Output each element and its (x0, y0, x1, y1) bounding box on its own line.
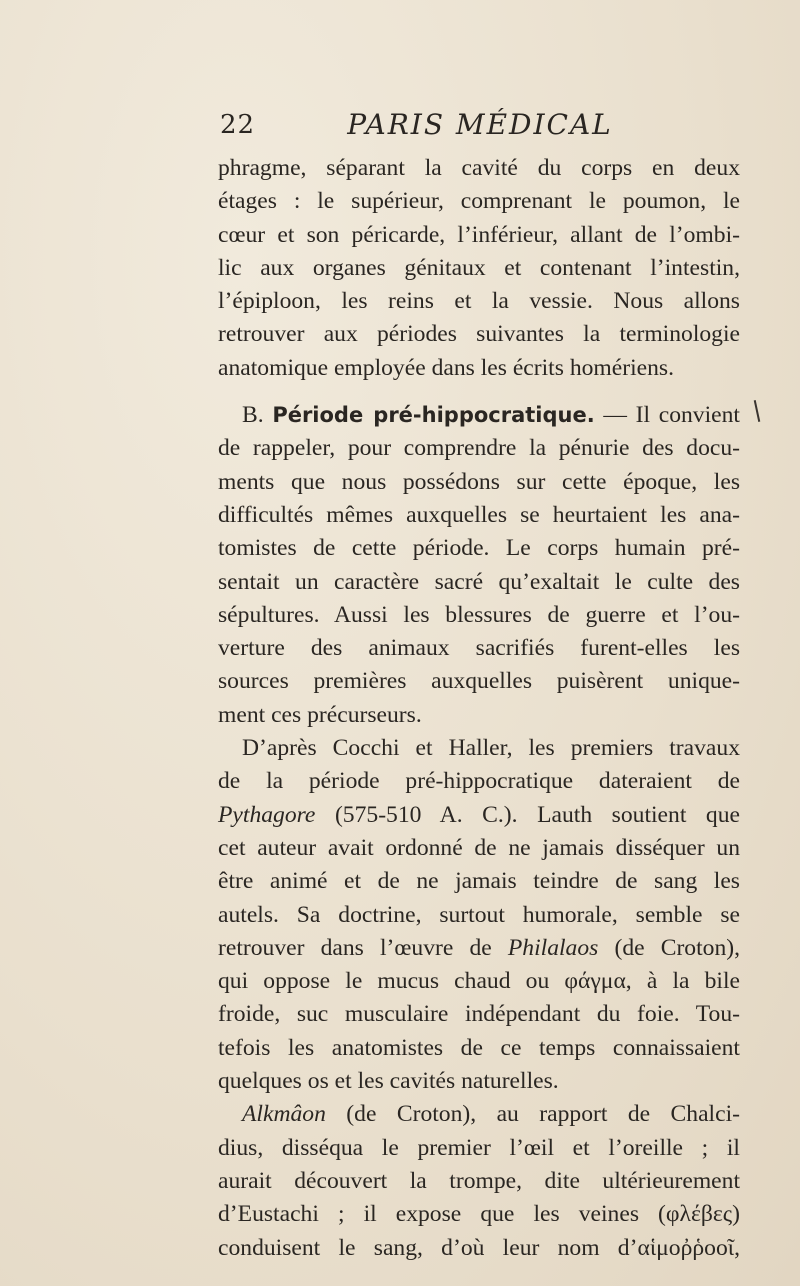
text-run: D’après Cocchi et Haller, les premiers travaux (242, 735, 740, 762)
text-run: — Il convient (594, 402, 740, 429)
text-line (218, 532, 740, 565)
text-line (218, 1165, 740, 1198)
text-line (218, 632, 740, 665)
text-line (218, 219, 740, 252)
text-run: aurait découvert la trompe, dite ultérieurement (218, 1167, 740, 1194)
italic-name: Pythagore (218, 801, 316, 828)
text-run: ment ces précurseurs. (218, 701, 422, 728)
text-line (218, 1065, 740, 1098)
text-run: sources premières auxquelles puisèrent unique- (218, 668, 740, 695)
text-line (218, 1232, 740, 1265)
text-run: difficultés mêmes auxquelles se heurtaient les ana- (218, 501, 740, 528)
page-number: 22 (220, 110, 256, 140)
text-line (218, 932, 740, 965)
text-run: dius, disséqua le premier l’œil et l’oreille ; il (218, 1134, 740, 1161)
text-line (218, 1098, 740, 1131)
body-text (218, 152, 740, 1265)
text-run: B. (242, 402, 273, 429)
text-run: (de Croton), (598, 934, 741, 961)
running-title: PARIS MÉDICAL (347, 108, 613, 141)
text-run: phragme, séparant la cavité du corps en deux (218, 155, 740, 181)
text-run: (de Croton), au rapport de Chalci- (325, 1101, 740, 1128)
text-line (218, 732, 740, 765)
text-run: cet auteur avait ordonné de ne jamais disséquer un (218, 834, 740, 861)
text-run: autels. Sa doctrine, surtout humorale, semble se (218, 901, 740, 928)
text-line (218, 499, 740, 532)
text-run: sentait un caractère sacré qu’exaltait le culte des (218, 568, 740, 595)
page-header (220, 102, 740, 146)
text-run: (575-510 A. C.). Lauth soutient que (315, 801, 740, 828)
section-heading: Période pré-hippocratique. (272, 403, 595, 428)
text-run: qui oppose le mucus chaud ou φάγμα, à la bile (218, 968, 740, 995)
text-run: sépultures. Aussi les blessures de guerre et l’ou- (218, 601, 740, 628)
text-line (218, 599, 740, 632)
text-line (218, 799, 740, 832)
text-line (218, 1198, 740, 1231)
text-run: froide, suc musculaire indépendant du foie. Tou- (218, 1001, 740, 1028)
paragraph-gap (218, 385, 740, 399)
text-run: étages : le supérieur, comprenant le poumon, le (218, 188, 740, 215)
text-run: ments que nous possédons sur cette époque, les (218, 468, 740, 495)
text-line (218, 899, 740, 932)
text-run: l’épiploon, les reins et la vessie. Nous allons (218, 288, 740, 315)
text-line (218, 185, 740, 218)
text-run: conduisent le sang, d’où leur nom d’αἱμοῤῥοοῖ, (218, 1234, 740, 1261)
text-line (218, 432, 740, 465)
text-line (218, 1032, 740, 1065)
text-line (218, 965, 740, 998)
italic-name: Philalaos (507, 934, 599, 961)
text-line (218, 1132, 740, 1165)
text-run: être animé et de ne jamais teindre de sang les (218, 868, 740, 895)
text-line (218, 285, 740, 318)
text-line (218, 152, 740, 185)
margin-pencil-mark (754, 400, 761, 422)
text-line (218, 252, 740, 285)
text-line (218, 352, 740, 385)
text-run: de la période pré-hippocratique dateraient de (218, 768, 740, 795)
text-run: retrouver aux périodes suivantes la terminologie (218, 321, 740, 348)
italic-name: Alkmâon (242, 1101, 326, 1128)
text-line (218, 699, 740, 732)
text-run: d’Eustachi ; il expose que les veines (φλέβες) (218, 1201, 740, 1228)
text-run: de rappeler, pour comprendre la pénurie des docu- (218, 435, 740, 462)
text-run: quelques os et les cavités naturelles. (218, 1068, 559, 1095)
text-line (218, 765, 740, 798)
text-run: tomistes de cette période. Le corps humain pré- (218, 535, 740, 562)
text-run: retrouver dans l’œuvre de (218, 934, 508, 961)
text-line (218, 998, 740, 1031)
text-line (218, 466, 740, 499)
text-line (218, 399, 740, 432)
text-line (218, 865, 740, 898)
text-line (218, 832, 740, 865)
text-run: lic aux organes génitaux et contenant l’intestin, (218, 254, 740, 281)
text-run: anatomique employée dans les écrits homériens. (218, 354, 674, 381)
text-line (218, 318, 740, 351)
text-run: verture des animaux sacrifiés furent-elles les (218, 635, 740, 662)
text-line (218, 566, 740, 599)
text-line (218, 665, 740, 698)
text-run: tefois les anatomistes de ce temps connaissaient (218, 1034, 740, 1061)
text-run: cœur et son péricarde, l’inférieur, allant de l’ombi- (218, 221, 740, 248)
